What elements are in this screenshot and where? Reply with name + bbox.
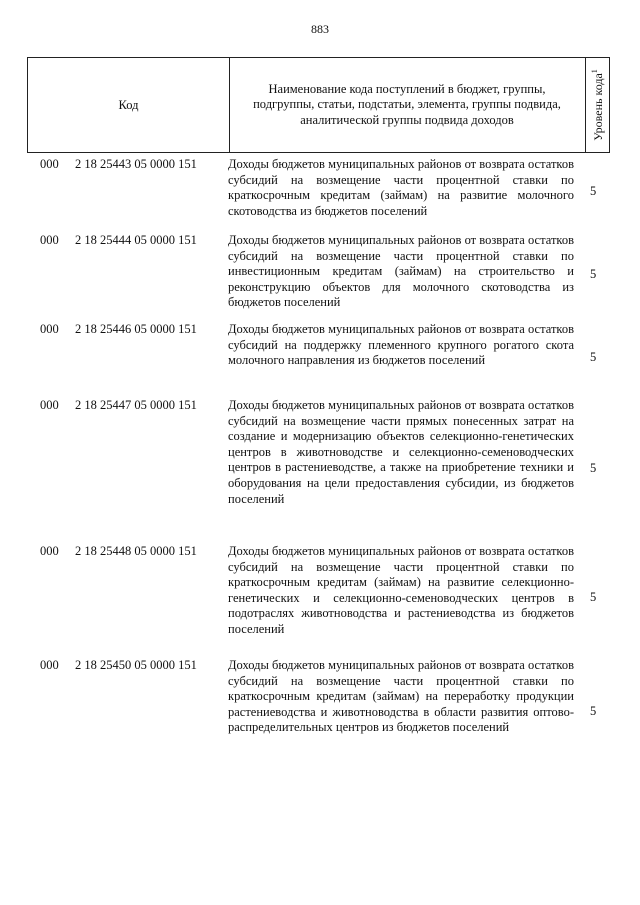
income-code: 2 18 25446 05 0000 151 (75, 322, 197, 336)
admin-code: 000 (40, 398, 59, 412)
income-code: 2 18 25447 05 0000 151 (75, 398, 197, 412)
code-level: 5 (590, 350, 597, 364)
footnote-mark: 1 (590, 69, 599, 74)
income-description: Доходы бюджетов муниципальных районов от возврата остатков субсидий на возмещение части прямых понесенных затрат на создание и модернизацию объектов селекционно-генетических центров в животноводстве и селекционно-семеноводческих центров в растениеводстве, а также на приобретение техники и оборудования на цели предоставления субсидии, из бюджетов поселений (228, 398, 574, 506)
header-name: Наименование кода поступлений в бюджет, группы, подгруппы, статьи, подстатьи, элемента, группы подвида, аналитической группы подвида доходов (229, 58, 586, 152)
income-code: 2 18 25450 05 0000 151 (75, 658, 197, 672)
admin-code: 000 (40, 157, 59, 171)
page-number: 883 (311, 22, 329, 36)
income-code: 2 18 25444 05 0000 151 (75, 233, 197, 247)
income-description: Доходы бюджетов муниципальных районов от возврата остатков субсидий на поддержку племенного крупного рогатого скота молочного направления из бюджетов поселений (228, 322, 574, 368)
income-description: Доходы бюджетов муниципальных районов от возврата остатков субсидий на возмещение части процентной ставки по краткосрочным кредитам (займам) на развитие молочного скотоводства из бюджетов поселений (228, 157, 574, 218)
income-description: Доходы бюджетов муниципальных районов от возврата остатков субсидий на возмещение части процентной ставки по краткосрочным кредитам (займам) на развитие селекционно-генетических и селекционно-семеноводческих центров в подотраслях животноводства и растениеводства из бюджетов поселений (228, 544, 574, 636)
income-code: 2 18 25448 05 0000 151 (75, 544, 197, 558)
header-code: Код (28, 58, 230, 152)
table-header (27, 57, 610, 153)
income-description: Доходы бюджетов муниципальных районов от возврата остатков субсидий на возмещение части процентной ставки по краткосрочным кредитам (займам) на переработку продукции растениеводства и животноводства в области развития оптово-распределительных центров из бюджетов поселений (228, 658, 574, 735)
code-level: 5 (590, 704, 597, 718)
admin-code: 000 (40, 322, 59, 336)
admin-code: 000 (40, 544, 59, 558)
header-level (586, 58, 610, 152)
income-code: 2 18 25443 05 0000 151 (75, 157, 197, 171)
code-level: 5 (590, 461, 597, 475)
header-level-label: Уровень кода$^1$ (590, 69, 605, 141)
admin-code: 000 (40, 658, 59, 672)
code-level: 5 (590, 267, 597, 281)
admin-code: 000 (40, 233, 59, 247)
code-level: 5 (590, 590, 597, 604)
income-description: Доходы бюджетов муниципальных районов от возврата остатков субсидий на возмещение части процентной ставки по инвестиционным кредитам (займам) на строительство и реконструкцию объектов для молочного скотоводства из бюджетов поселений (228, 233, 574, 310)
code-level: 5 (590, 184, 597, 198)
